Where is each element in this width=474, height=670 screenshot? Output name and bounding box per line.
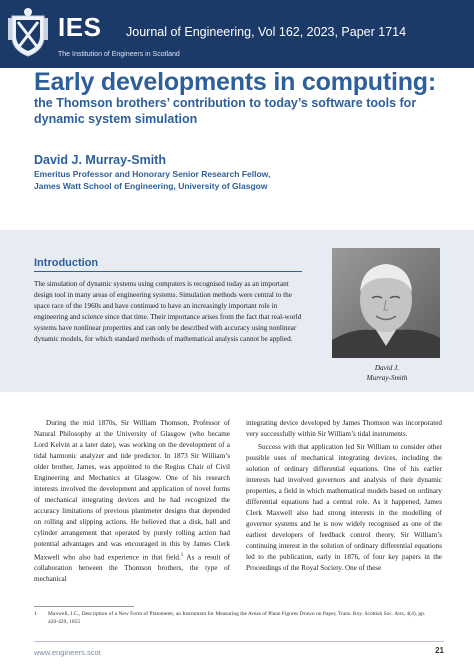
author-affiliation — [34, 168, 454, 192]
introduction-text: The simulation of dynamic systems using computers is recognised today as an important design tool in many areas of engineering systems. Simulation methods were central to the space race of the 1960s and have continued to have an increasingly important role in engineering and science since that time. Their importance arises from the fact that real-world systems have nonlinear properties and can only be described with accuracy using nonlinear dynamic models, for which standard methods of mathematical analysis cannot be applied. — [34, 280, 302, 343]
institution-name: The Institution of Engineers in Scotland — [58, 51, 180, 58]
photo-caption — [352, 363, 422, 383]
page-number: 21 — [435, 646, 444, 655]
journal-citation: Journal of Engineering, Vol 162, 2023, Paper 1714 — [126, 25, 407, 39]
journal-header-band — [0, 0, 474, 68]
author-photo — [332, 248, 440, 358]
brand-mark: IES — [58, 12, 102, 42]
introduction-heading: Introduction — [34, 257, 99, 269]
affiliation-line: James Watt School of Engineering, University of Glasgow — [34, 181, 268, 191]
footnote-text: Maxwell, J.C., Description of a New Form of Platometer, an Instrument for Measuring the Areas of Plane Figures Drawn on Paper, Trans. Roy. Scottish Soc. Arts, 4(4), pp. 420-429, 1855 — [48, 611, 426, 625]
footer-divider — [34, 641, 444, 642]
body-paragraph — [34, 418, 230, 585]
portrait-image — [332, 248, 440, 358]
affiliation-line: Emeritus Professor and Honorary Senior Research Fellow, — [34, 169, 271, 179]
footnote-divider — [34, 606, 134, 607]
author-name: David J. Murray-Smith — [34, 153, 166, 167]
body-column-left — [34, 418, 230, 585]
crest-icon — [6, 6, 50, 58]
footnote — [34, 610, 444, 626]
footnote-number: 1 — [34, 611, 37, 617]
article-title: Early developments in computing: — [34, 68, 436, 96]
caption-line: David J. — [374, 364, 400, 372]
body-paragraph: integrating device developed by James Thomson was incorporated very successfully within Sir William’s tidal instruments. — [246, 419, 442, 438]
caption-line: Murray-Smith — [366, 374, 408, 382]
paragraph-text: During the mid 1870s, Sir William Thomson, Professor of Natural Philosophy at the University of Glasgow (who became Lord Kelvin at a later date), was working on the development of a tidal harmonic analyzer and tide predictor. In 1873 Sir William’s older brother, James, was appointed to the Regius Chair of Civil Engineering and Mechanics at Glasgow. One of his research interests involved the development and application of novel forms of mechanical integrating devices and he had recognized the accuracy limitations of previous planimeter designs that depended on rolling and slipping actions. He believed that a disk, ball and cylinder arrangement that operated by purely rolling action had potential advantages and was encouraged in this by James Clerk Maxwell who also had experience in that field. — [34, 419, 230, 562]
footnote-marker: 1 — [180, 553, 184, 558]
footer-url[interactable]: www.engineers.scot — [34, 648, 101, 657]
body-paragraph: Success with that application led Sir William to consider other possible uses of mechanical integrating devices, including the solution of ordinary differential equations. One of his earlier interests had involved governors and analysis of their dynamic properties, a field in which mathematical models based on ordinary differential equations had a central role. As it happened, James Clerk Maxwell also had strong interests in the modelling of governor systems and he is now widely recognised as one of the earliest developers of feedback control theory. Sir William’s continuing interest in the solution of ordinary differential equations led to the publication, early in 1876, of four key papers in the Proceedings of the Royal Society. One of these — [246, 443, 442, 572]
heading-divider — [34, 271, 302, 272]
article-subtitle: the Thomson brothers’ contribution to today’s software tools for dynamic system simulation — [34, 96, 417, 126]
paragraph-text: As a result of collaboration between the Thomson brothers, the type of mechanical — [34, 553, 230, 584]
body-column-right — [246, 418, 442, 574]
